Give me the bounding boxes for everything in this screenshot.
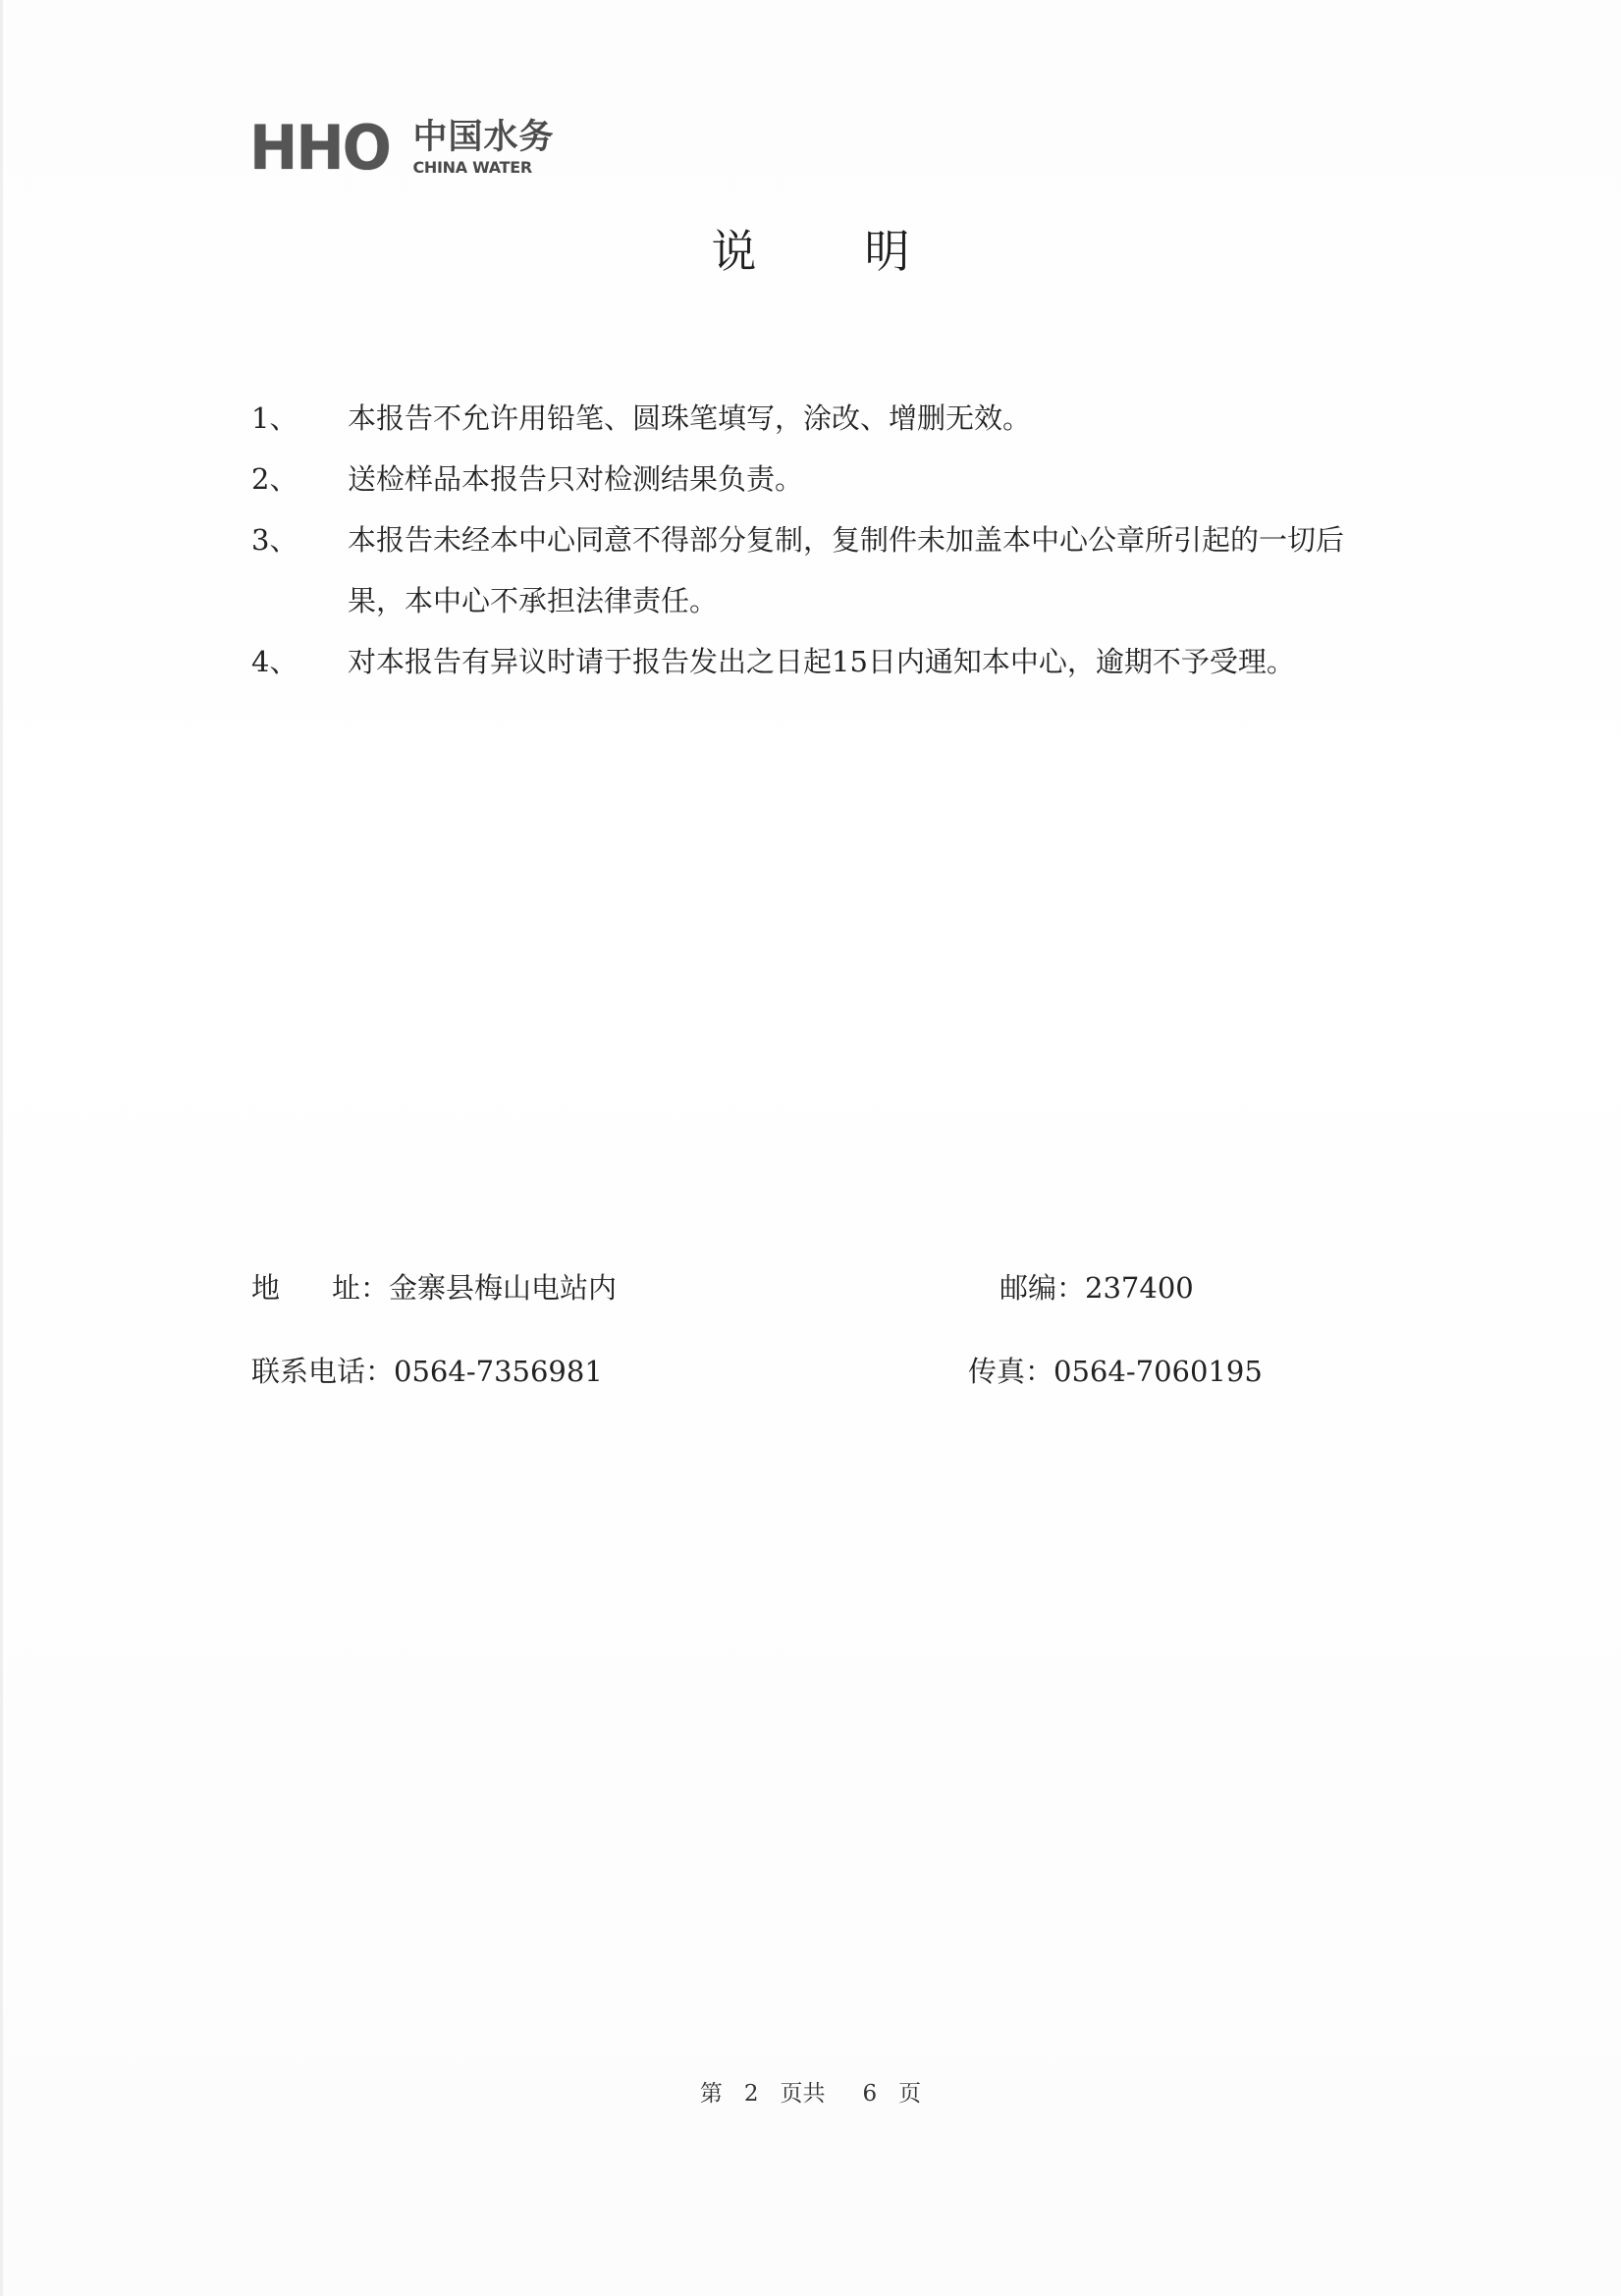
address-value: 金寨县梅山电站内 bbox=[389, 1271, 618, 1305]
company-logo bbox=[249, 114, 555, 183]
footer-prefix: 第 bbox=[699, 2081, 723, 2107]
logo-name-en: CHINA WATER bbox=[412, 157, 532, 177]
note-item bbox=[251, 449, 1390, 509]
postcode bbox=[1000, 1268, 1194, 1308]
fax-label: 传真： bbox=[968, 1355, 1054, 1388]
address-label: 地 bbox=[251, 1271, 281, 1305]
footer-total-pages: 6 bbox=[862, 2081, 878, 2107]
note-item bbox=[251, 509, 1390, 631]
note-item bbox=[251, 631, 1390, 692]
scan-edge bbox=[0, 0, 3, 2296]
logo-mark: HHO bbox=[249, 112, 390, 184]
logo-text bbox=[412, 117, 555, 177]
fax bbox=[968, 1352, 1263, 1391]
note-number: 3、 bbox=[251, 523, 298, 557]
phone-label: 联系电话： bbox=[251, 1355, 395, 1388]
phone bbox=[251, 1352, 603, 1391]
footer-suffix: 页 bbox=[898, 2081, 922, 2107]
note-text: 对本报告有异议时请于报告发出之日起15日内通知本中心，逾期不予受理。 bbox=[348, 645, 1295, 678]
page-title: 说明 bbox=[711, 225, 1018, 278]
address bbox=[251, 1268, 617, 1308]
note-text: 本报告未经本中心同意不得部分复制，复制件未加盖本中心公章所引起的一切后果，本中心不承担法律责任。 bbox=[348, 523, 1345, 617]
postcode-value: 237400 bbox=[1085, 1271, 1194, 1305]
note-number: 4、 bbox=[251, 645, 298, 678]
note-item bbox=[251, 388, 1390, 449]
footer-page-number: 2 bbox=[743, 2081, 759, 2107]
note-text: 送检样品本报告只对检测结果负责。 bbox=[348, 462, 804, 496]
postcode-label: 邮编： bbox=[1000, 1271, 1086, 1305]
note-number: 1、 bbox=[251, 401, 298, 435]
logo-name-cn: 中国水务 bbox=[412, 117, 555, 157]
phone-value: 0564-7356981 bbox=[394, 1355, 603, 1388]
note-text: 本报告不允许用铅笔、圆珠笔填写，涂改、增删无效。 bbox=[348, 401, 1032, 435]
fax-value: 0564-7060195 bbox=[1054, 1355, 1263, 1388]
page-footer bbox=[0, 2079, 1621, 2109]
note-number: 2、 bbox=[251, 462, 298, 496]
footer-middle: 页共 bbox=[780, 2081, 826, 2107]
notes-list bbox=[251, 388, 1390, 692]
address-label: 址： bbox=[332, 1271, 390, 1305]
